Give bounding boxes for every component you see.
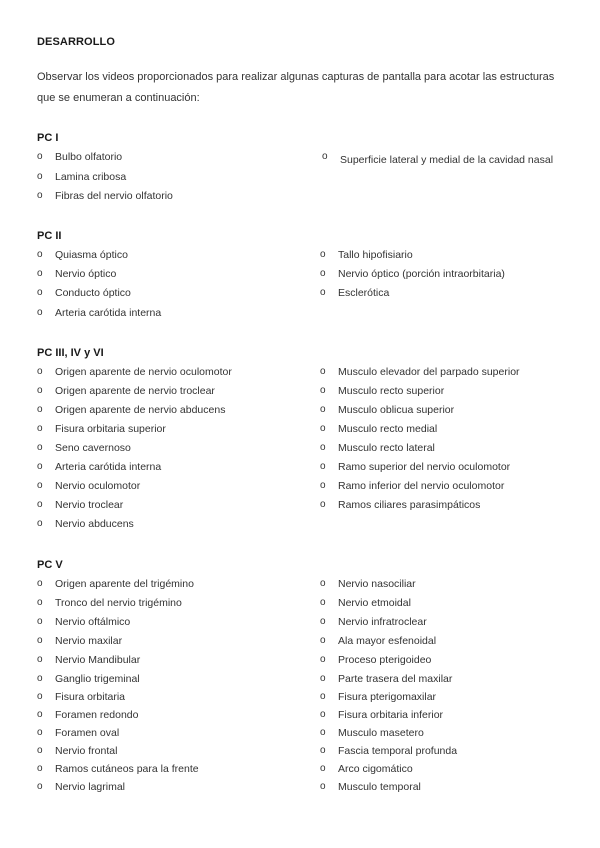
list-item: o Foramen redondo [37,709,139,721]
list-item: o Nervio lagrimal [37,781,126,793]
list-item: o Fibras del nervio olfatorio [37,190,173,202]
bullet-icon: o [320,287,326,298]
bullet-icon: o [37,597,43,608]
bullet-icon: o [37,249,43,260]
bullet-icon: o [320,385,326,396]
list-item: o Tallo hipofisiario [320,249,413,261]
bullet-icon: o [37,745,43,756]
bullet-icon: o [320,442,326,453]
list-item: o Superficie lateral y medial de la cavidad nasal [322,151,554,166]
bullet-icon: o [320,268,326,279]
list-item: o Fisura orbitaria inferior [320,709,444,721]
bullet-icon: o [320,745,326,756]
list-item: o Musculo temporal [320,781,421,793]
list-item: o Proceso pterigoideo [320,654,432,666]
bullet-icon: o [37,578,43,589]
bullet-icon: o [320,691,326,702]
list-item: o Seno cavernoso [37,442,131,454]
list-item: o Tronco del nervio trigémino [37,597,182,609]
list-item: o Ramos cutáneos para la frente [37,763,199,775]
bullet-icon: o [320,249,326,260]
list-item: o Ganglio trigeminal [37,673,140,685]
bullet-icon: o [320,635,326,646]
list-item: o Esclerótica [320,287,390,299]
bullet-icon: o [320,709,326,720]
bullet-icon: o [320,781,326,792]
list-item: o Nervio frontal [37,745,118,757]
pc2-left-list [37,249,161,326]
list-item: o Nervio abducens [37,518,134,530]
list-item: o Nervio nasociliar [320,578,416,590]
list-item: o Nervio oculomotor [37,480,141,492]
bullet-icon: o [37,781,43,792]
bullet-icon: o [320,499,326,510]
bullet-icon: o [37,461,43,472]
pc3-right-list [320,366,520,518]
bullet-icon: o [320,366,326,377]
pc5-right-list [320,578,457,799]
bullet-icon: o [320,727,326,738]
list-item: o Nervio troclear [37,499,124,511]
list-item: o Nervio óptico [37,268,117,280]
list-item: o Origen aparente de nervio abducens [37,404,226,416]
bullet-icon: o [37,385,43,396]
list-item: o Nervio infratroclear [320,616,427,628]
pc2-right-list [320,249,505,306]
pc1-left-list [37,151,173,209]
list-item: o Arteria carótida interna [37,461,162,473]
list-item: o Musculo recto lateral [320,442,435,454]
list-item: o Musculo masetero [320,727,424,739]
bullet-icon: o [37,287,43,298]
bullet-icon: o [37,366,43,377]
list-item: o Musculo elevador del parpado superior [320,366,520,378]
list-item: o Ramo inferior del nervio oculomotor [320,480,505,492]
list-item: o Parte trasera del maxilar [320,673,453,685]
bullet-icon: o [37,423,43,434]
list-item: o Fisura pterigomaxilar [320,691,437,703]
heading-desarrollo: DESARROLLO [37,36,115,48]
section-title-pc5: PC V [37,559,63,571]
bullet-icon: o [37,673,43,684]
pc1-right-list [322,151,565,170]
bullet-icon: o [37,190,43,201]
bullet-icon: o [37,151,43,162]
list-item: o Fisura orbitaria [37,691,126,703]
list-item: o Ramos ciliares parasimpáticos [320,499,481,511]
bullet-icon: o [37,442,43,453]
list-item: o Musculo recto superior [320,385,445,397]
bullet-icon: o [37,404,43,415]
list-item: o Nervio maxilar [37,635,123,647]
pc3-left-list [37,366,232,537]
list-item: o Quiasma óptico [37,249,128,261]
bullet-icon: o [37,635,43,646]
list-item: o Foramen oval [37,727,120,739]
bullet-icon: o [320,763,326,774]
bullet-icon: o [320,480,326,491]
bullet-icon: o [37,518,43,529]
intro-paragraph: Observar los videos proporcionados para realizar algunas capturas de pantalla para acotar las estructuras que se enumeran a continuación: [37,71,555,104]
list-item: o Conducto óptico [37,287,131,299]
section-title-pc1: PC I [37,132,59,144]
list-item: o Origen aparente del trigémino [37,578,194,590]
list-item: o Arco cigomático [320,763,413,775]
list-item: o Nervio óptico (porción intraorbitaria) [320,268,505,280]
bullet-icon: o [320,654,326,665]
list-item: o Fascia temporal profunda [320,745,458,757]
bullet-icon: o [37,691,43,702]
list-item: o Lamina cribosa [37,171,127,183]
bullet-icon: o [37,727,43,738]
list-item: o Origen aparente de nervio troclear [37,385,215,397]
bullet-icon: o [320,597,326,608]
pc5-left-list [37,578,199,799]
section-title-pc2: PC II [37,230,62,242]
list-item: o Nervio etmoidal [320,597,411,609]
bullet-icon: o [37,654,43,665]
bullet-icon: o [320,461,326,472]
bullet-icon: o [37,709,43,720]
bullet-icon: o [320,616,326,627]
bullet-icon: o [322,151,328,162]
bullet-icon: o [37,480,43,491]
bullet-icon: o [320,423,326,434]
list-item: o Origen aparente de nervio oculomotor [37,366,232,378]
list-item: o Ala mayor esfenoidal [320,635,437,647]
list-item: o Musculo oblicua superior [320,404,455,416]
list-item: o Bulbo olfatorio [37,151,123,163]
list-item: o Fisura orbitaria superior [37,423,166,435]
list-item: o Nervio Mandibular [37,654,141,666]
list-item: o Musculo recto medial [320,423,438,435]
bullet-icon: o [37,307,43,318]
bullet-icon: o [37,268,43,279]
bullet-icon: o [320,404,326,415]
list-item: o Nervio oftálmico [37,616,131,628]
list-item: o Arteria carótida interna [37,307,162,319]
bullet-icon: o [37,499,43,510]
bullet-icon: o [320,673,326,684]
list-item: o Ramo superior del nervio oculomotor [320,461,511,473]
bullet-icon: o [37,171,43,182]
bullet-icon: o [37,616,43,627]
bullet-icon: o [37,763,43,774]
bullet-icon: o [320,578,326,589]
section-title-pc3-4-6: PC III, IV y VI [37,347,104,359]
